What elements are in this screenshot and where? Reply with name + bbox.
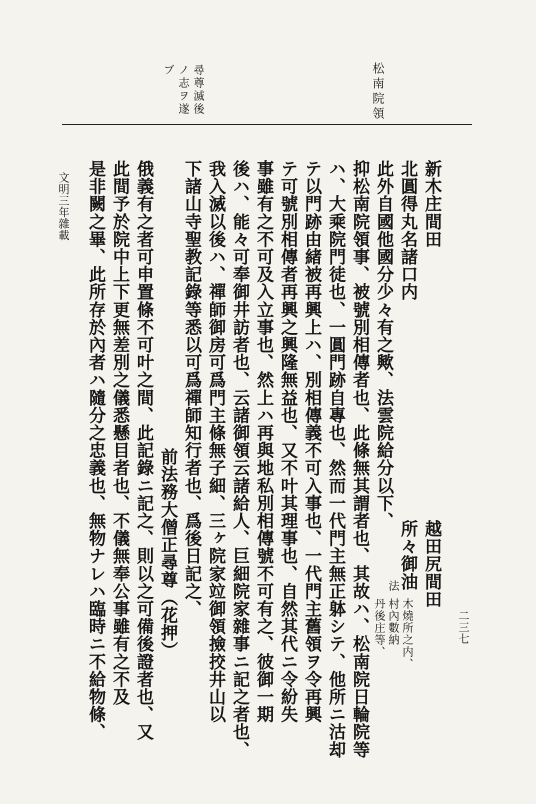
text-column-5: ハ、大乘院門徒也、一圓門跡自專也、然而一代門主無正躰シテ、他所ニ沽却 [325, 160, 345, 759]
text-column-2: 北圓得丸名諸口内 [397, 160, 417, 301]
margin-note-line-3: ブ [162, 64, 175, 77]
text-column-13: 此間予於院中上下更無差別之儀悉懸目者也、不儀無奉公事雖有之不及 [109, 160, 129, 706]
entry-note-a: 木燒所之内、 [401, 598, 414, 670]
text-column-6: テ以門跡由緒被再興上ハ、別相傳義不可入事也、一代門主舊領ヲ令再興 [301, 160, 321, 724]
entry-note-d: 法 [387, 580, 400, 592]
text-column-3: 此外自國他國分少々有之歟、法雲院給分以下、 [373, 160, 393, 530]
text-column-9: 後ハ、能々可奉御井訪者也、云諸御領云諸給人、巨細院家雜事ニ記之者也、 [229, 160, 249, 759]
entry-heading: 越田尻間田 [421, 520, 441, 608]
header-rule [62, 124, 472, 125]
margin-note-line-2: ノ志ヲ遂 [177, 64, 190, 116]
margin-note-line-1: 尋尊滅後 [192, 64, 205, 116]
text-column-10: 我入滅以後ハ、禪師御房可爲門主條無子細、三ヶ院家竝御領撿挍井山以 [205, 160, 225, 724]
text-column-14: 是非闕之畢、此所存於內者ハ隨分之忠義也、無物ナレハ臨時ニ不給物條、 [85, 160, 105, 741]
running-head: 松南院領 [371, 62, 385, 122]
entry-subheading: 所々御油 [397, 520, 417, 591]
text-column-1: 新木庄間田 [421, 160, 441, 248]
text-column-11: 下諸山寺聖教記錄等悉以可爲禪師知行者也、爲後日記之、 [181, 160, 201, 618]
signature-line: 前法務大僧正尋尊（花押） [157, 448, 177, 660]
text-column-12: 俄義有之者可申置條不可叶之間、此記錄ニ記之、則以之可備後證者也、又 [133, 160, 153, 741]
entry-note-b: 村內數納 [387, 598, 400, 646]
text-column-8: 事雖有之不可及入立事也、然上ハ再與地私別相傳號不可有之、彼御一期 [253, 160, 273, 724]
entry-note-c: 丹後庄等、 [373, 598, 386, 658]
text-column-4: 抑松南院領事、被號別相傳者也、此條無其謂者也、其故ハ、松南院日輪院等 [349, 160, 369, 759]
text-column-7: テ可號別相傳者再興之興隆無益也、又不叶其理事也、自然其代ニ令紛失 [277, 160, 297, 724]
book-title: 文明三年雜載 [57, 172, 70, 241]
page-number: 二三七 [457, 610, 470, 645]
